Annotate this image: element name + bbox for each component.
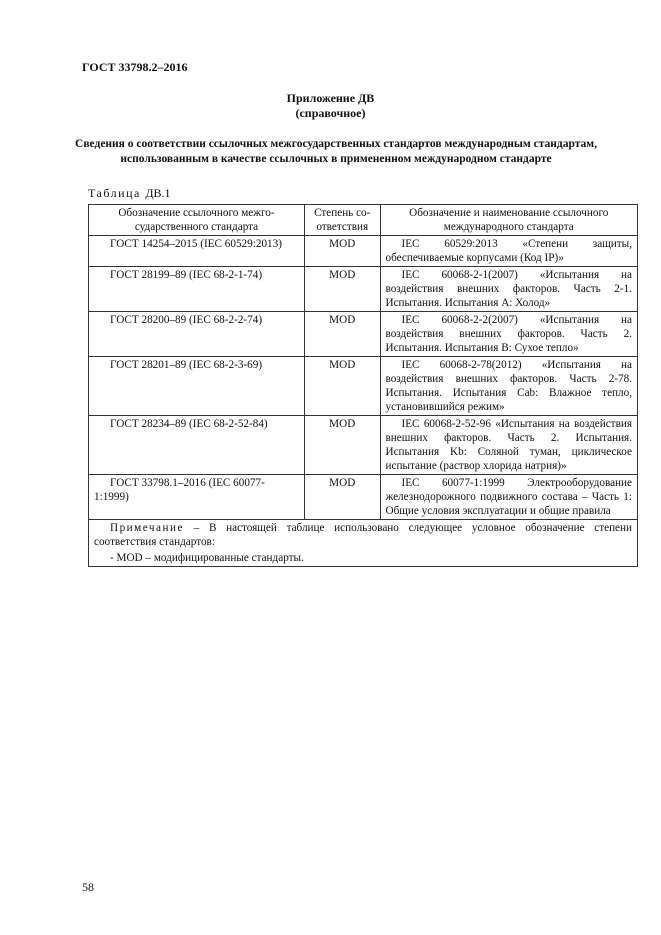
reference-table [88, 204, 638, 567]
cell-degree: MOD [304, 416, 380, 475]
table-caption-number: ДВ.1 [145, 186, 171, 200]
table-caption-word: Таблица [88, 186, 141, 200]
appendix-heading: Сведения о соответствии ссылочных межгосударственных стандартов международным стандартам, использованным в качестве ссылочных в примененном международном стандарте [75, 138, 597, 165]
table-caption [88, 186, 171, 201]
cell-international: IEC 60077-1:1999 Электрооборудование железнодорожного подвижного состава – Часть 1: Общие условия эксплуатации и общие правила [380, 475, 638, 520]
cell-standard: ГОСТ 14254–2015 (IEC 60529:2013) [89, 236, 305, 267]
cell-degree: MOD [304, 236, 380, 267]
note-item: - MOD – модифицированные стандарты. [110, 552, 304, 564]
cell-standard: ГОСТ 28234–89 (IEC 68-2-52-84) [89, 416, 305, 475]
appendix-block [0, 91, 661, 121]
table-row [89, 312, 638, 357]
page-number: 58 [82, 880, 94, 894]
note-text: – В настоящей таблице использовано следующее условное обозначение степени соответствия стандартов: [94, 522, 633, 548]
table-note [89, 520, 638, 567]
cell-degree: MOD [304, 267, 380, 312]
cell-standard: ГОСТ 33798.1–2016 (IEC 60077-1:1999) [89, 475, 305, 520]
table-row [89, 236, 638, 267]
cell-international: IEC 60529:2013 «Степени защиты, обеспечиваемые корпусами (Код IP)» [380, 236, 638, 267]
cell-degree: MOD [304, 357, 380, 416]
cell-degree: MOD [304, 312, 380, 357]
table-row [89, 267, 638, 312]
cell-degree: MOD [304, 475, 380, 520]
cell-standard: ГОСТ 28199–89 (IEC 68-2-1-74) [89, 267, 305, 312]
table-note-row [89, 520, 638, 567]
cell-standard: ГОСТ 28200–89 (IEC 68-2-2-74) [89, 312, 305, 357]
note-label: Примечание [110, 522, 184, 534]
table-row [89, 416, 638, 475]
appendix-title: Приложение ДВ [286, 91, 375, 105]
header-international: Обозначение и наименование ссылочного международного стандарта [380, 205, 638, 236]
table-row [89, 357, 638, 416]
table-header-row [89, 205, 638, 236]
cell-international: IEC 60068-2-78(2012) «Испытания на воздействия внешних факторов. Часть 2-78. Испытания. Испытания Cab: Влажное тепло, установившийся режим» [380, 357, 638, 416]
document-code: ГОСТ 33798.2–2016 [82, 60, 188, 74]
table-row [89, 475, 638, 520]
header-standard: Обозначение ссылочного межгосударственного стандарта [89, 205, 305, 236]
cell-international: IEC 60068-2-1(2007) «Испытания на воздействия внешних факторов. Часть 2-1. Испытания. Испытания А: Холод» [380, 267, 638, 312]
appendix-subtitle: (справочное) [295, 106, 366, 120]
cell-international: IEC 60068-2-52-96 «Испытания на воздействия внешних факторов. Часть 2. Испытания. Испытания Kb: Соляной туман, циклическое испытание (раствор хлорида натрия)» [380, 416, 638, 475]
header-degree: Степень соответствия [304, 205, 380, 236]
cell-international: IEC 60068-2-2(2007) «Испытания на воздействия внешних факторов. Часть 2. Испытания. Испытания В: Сухое тепло» [380, 312, 638, 357]
cell-standard: ГОСТ 28201–89 (IEC 68-2-3-69) [89, 357, 305, 416]
